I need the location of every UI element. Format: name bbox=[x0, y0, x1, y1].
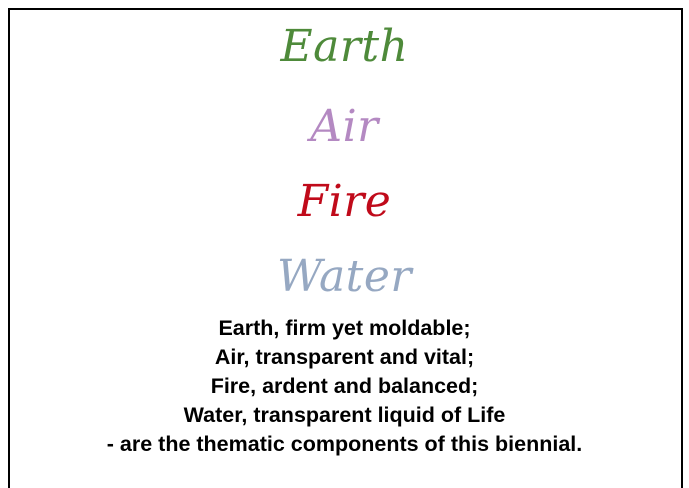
verse-line-fire: Fire, ardent and balanced; bbox=[210, 374, 479, 398]
verse-line-air: Air, transparent and vital; bbox=[214, 345, 475, 369]
verse-block bbox=[0, 314, 689, 459]
verse-line-conclusion: - are the thematic components of this biennial. bbox=[106, 432, 583, 456]
heading-fire: Fire bbox=[297, 176, 392, 227]
verse-line-earth: Earth, firm yet moldable; bbox=[218, 316, 471, 340]
heading-air: Air bbox=[310, 101, 379, 152]
heading-earth: Earth bbox=[280, 21, 409, 72]
heading-water: Water bbox=[277, 251, 412, 302]
verse-line-water: Water, transparent liquid of Life bbox=[183, 403, 506, 427]
